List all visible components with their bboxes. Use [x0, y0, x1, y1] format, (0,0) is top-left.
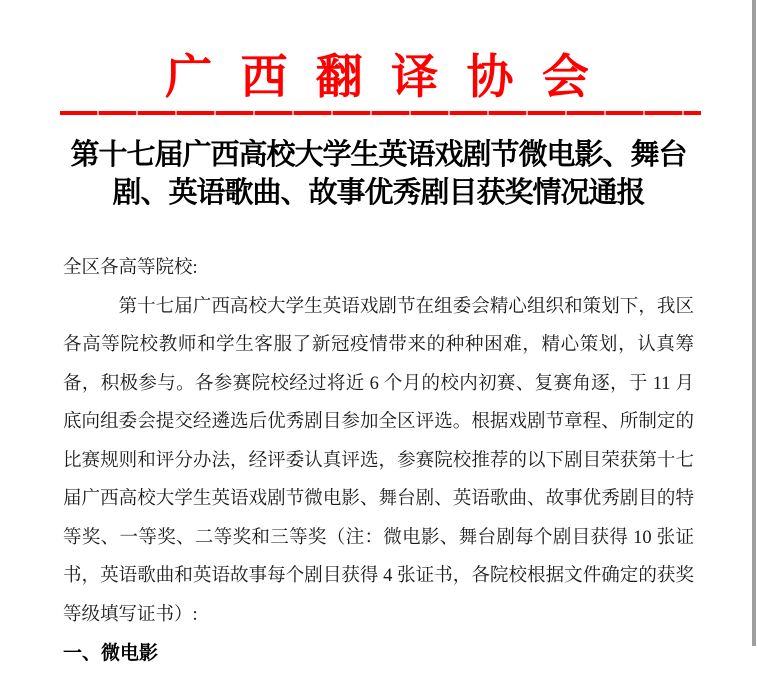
document-title — [40, 135, 717, 211]
section-heading-micro-film: 一、微电影 — [63, 642, 159, 664]
document-title-line-2: 剧、英语歌曲、故事优秀剧目获奖情况通报 — [112, 175, 645, 209]
letterhead-org-name: 广 西 翻 译 协 会 — [165, 50, 592, 105]
right-edge-scrollbar[interactable] — [752, 0, 756, 646]
document-body — [63, 249, 694, 673]
salutation-line: 全区各高等院校: — [63, 258, 198, 278]
document-title-line-1: 第十七届广西高校大学生英语戏剧节微电影、舞台 — [70, 137, 687, 171]
letterhead-rule — [60, 111, 701, 115]
body-paragraph: 第十七届广西高校大学生英语戏剧节在组委会精心组织和策划下，我区各高等院校教师和学生客服了新冠疫情带来的种种困难，精心策划，认真筹备，积极参与。各参赛院校经过将近 6 个月的校内初赛、复赛角逐，于 11 月底向组委会提交经遴选后优秀剧目参加全区评选。根据戏剧节章程、所制定的比赛规则和评分办法，经评委认真评选，参赛院校推荐的以下剧目荣获第十七届广西高校大学生英语戏剧节微电影、舞台剧、英语歌曲、故事优秀剧目的特等奖、一等奖、二等奖和三等奖（注：微电影、舞台剧每个剧目获得 10 张证书，英语歌曲和英语故事每个剧目获得 4 张证书，各院校根据文件确定的获奖等级填写证书）: — [63, 296, 694, 625]
